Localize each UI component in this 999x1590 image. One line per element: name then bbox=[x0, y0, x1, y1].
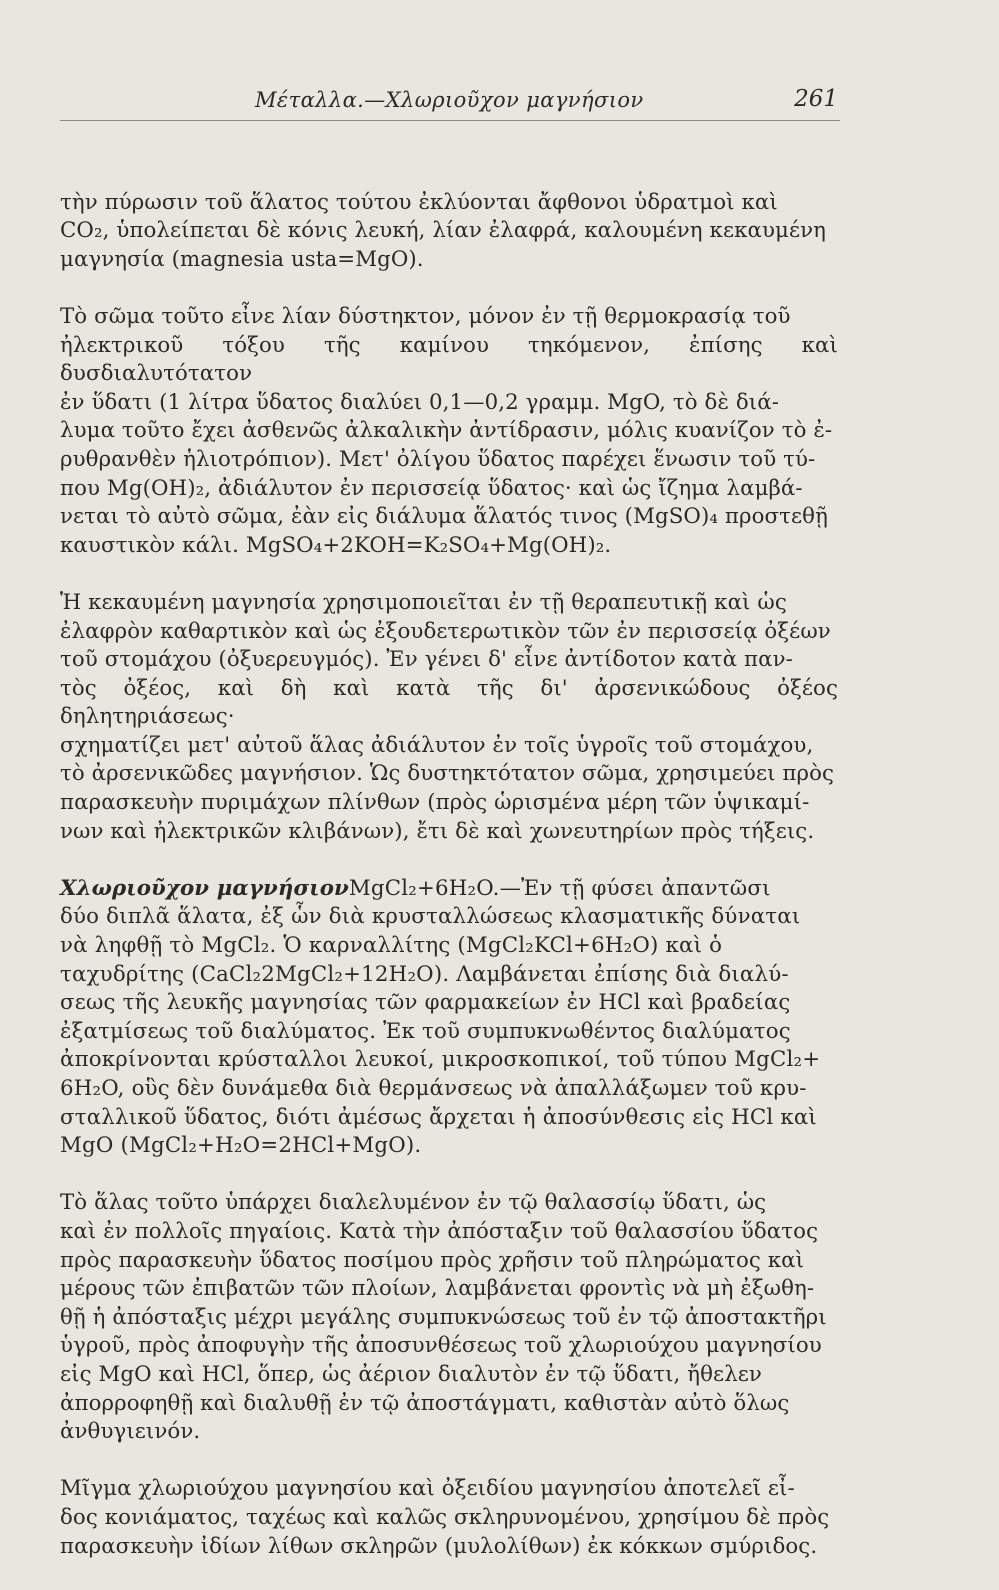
paragraph-1: τὴν πύρωσιν τοῦ ἅλατος τούτου ἐκλύονται ἄφθονοι ὑδρατμοὶ καὶ CO₂, ὑπολείπεται δὲ κόνις λευκή, λίαν ἐλαφρά, καλουμένη κεκαυμένη μαγνησία (magnesia usta=MgO). bbox=[60, 189, 827, 272]
body-text bbox=[60, 160, 838, 1590]
paragraph-5: Τὸ ἅλας τοῦτο ὑπάρχει διαλελυμένον ἐν τῷ θαλασσίῳ ὕδατι, ὡς καὶ ἐν πολλοῖς πηγαίοις. Κατὰ τὴν ἀπόσταξιν τοῦ θαλασσίου ὕδατος πρὸς παρασκευὴν ὕδατος ποσίμου πρὸς χρῆσιν τοῦ πληρώματος καὶ μέρους τῶν ἐπιβατῶν τῶν πλοίων, λαμβάνεται φροντὶς νὰ μὴ ἐξωθη- θῇ ἡ ἀπόσταξις μέχρι μεγάλης συμπυκνώσεως τοῦ ἐν τῷ ἀποστακτῆρι ὑγροῦ, πρὸς ἀποφυγὴν τῆς ἀποσυνθέσεως τοῦ χλωριούχου μαγνησίου εἰς MgO καὶ HCl, ὅπερ, ὡς ἀέριον διαλυτὸν ἐν τῷ ὕδατι, ἤθελεν ἀπορροφηθῇ καὶ διαλυθῇ ἐν τῷ ἀποστάγματι, καθιστὰν αὐτὸ ὅλως ἀνθυγιεινόν. bbox=[60, 1190, 827, 1445]
paragraph-3: Ἡ κεκαυμένη μαγνησία χρησιμοποιεῖται ἐν τῇ θεραπευτικῇ καὶ ὡς ἐλαφρὸν καθαρτικὸν καὶ ὡς ἐξουδετερωτικὸν τῶν ἐν περισσείᾳ ὀξέων τοῦ στομάχου (ὀξυερευγμός). Ἐν γένει δ' εἶνε ἀντίδοτον κατὰ παν- τὸς ὀξέος, καὶ δὴ καὶ κατὰ τῆς δι' ἀρσενικώδους ὀξέος δηλητηριάσεως· σχηματίζει μετ' αὐτοῦ ἅλας ἀδιάλυτον ἐν τοῖς ὑγροῖς τοῦ στομάχου, τὸ ἀρσενικῶδες μαγνήσιον. Ὡς δυστηκτότατον σῶμα, χρησιμεύει πρὸς παρασκευὴν πυριμάχων πλίνθων (πρὸς ὡρισμένα μέρη τῶν ὑψικαμί- νων καὶ ἠλεκτρικῶν κλιβάνων), ἔτι δὲ καὶ χωνευτηρίων πρὸς τήξεις. bbox=[60, 589, 838, 844]
paragraph-2: Τὸ σῶμα τοῦτο εἶνε λίαν δύστηκτον, μόνον ἐν τῇ θερμοκρασίᾳ τοῦ ἠλεκτρικοῦ τόξου τῆς καμίνου τηκόμενον, ἐπίσης καὶ δυσδιαλυτότατον ἐν ὕδατι (1 λίτρα ὕδατος διαλύει 0,1—0,2 γραμμ. MgO, τὸ δὲ διά- λυμα τοῦτο ἔχει ἀσθενῶς ἀλκαλικὴν ἀντίδρασιν, μόλις κυανίζον τὸ ἐ- ρυθρανθὲν ἡλιοτρόπιον). Μετ' ὀλίγου ὕδατος παρέχει ἕνωσιν τοῦ τύ- που Mg(OH)₂, ἀδιάλυτον ἐν περισσείᾳ ὕδατος· καὶ ὡς ἴζημα λαμβά- νεται τὸ αὐτὸ σῶμα, ἐὰν εἰς διάλυμα ἅλατός τινος (MgSO)₄ προστεθῇ καυστικὸν κάλι. MgSO₄+2KOH=K₂SO₄+Mg(OH)₂. bbox=[60, 303, 838, 558]
section-heading: Χλωριοῦχον μαγνήσιον bbox=[60, 875, 349, 901]
page-number: 261 bbox=[794, 86, 838, 112]
paragraph-4-text: MgCl₂+6H₂O.—Ἐν τῇ φύσει ἀπαντῶσι δύο διπλᾶ ἅλατα, ἐξ ὧν διὰ κρυσταλλώσεως κλασματικῆς δύναται νὰ ληφθῇ τὸ MgCl₂. Ὁ καρναλλίτης (MgCl₂KCl+6H₂O) καὶ ὁ ταχυδρίτης (CaCl₂2MgCl₂+12H₂O). Λαμβάνεται ἐπίσης διὰ διαλύ- σεως τῆς λευκῆς μαγνησίας τῶν φαρμακείων ἐν HCl καὶ βραδείας ἐξατμίσεως τοῦ διαλύματος. Ἐκ τοῦ συμπυκνωθέντος διαλύματος ἀποκρίνονται κρύσταλλοι λευκοί, μικροσκοπικοί, τοῦ τύπου MgCl₂+ 6H₂O, οὓς δὲν δυνάμεθα διὰ θερμάνσεως νὰ ἀπαλλάξωμεν τοῦ κρυ- σταλλικοῦ ὕδατος, διότι ἀμέσως ἄρχεται ἡ ἀποσύνθεσις εἰς HCl καὶ MgO (MgCl₂+H₂O=2HCl+MgO). bbox=[60, 875, 821, 1159]
paragraph-6: Μῖγμα χλωριούχου μαγνησίου καὶ ὀξειδίου μαγνησίου ἀποτελεῖ εἶ- δος κονιάματος, ταχέως καὶ καλῶς σκληρυνομένου, χρησίμου δὲ πρὸς παρασκευὴν ἰδίων λίθων σκληρῶν (μυλολίθων) ἐκ κόκκων σμύριδος. bbox=[60, 1476, 830, 1559]
page-header bbox=[60, 86, 840, 121]
paragraph-4 bbox=[60, 875, 838, 1161]
running-title: Μέταλλα.—Χλωριοῦχον μαγνήσιον bbox=[255, 88, 644, 112]
